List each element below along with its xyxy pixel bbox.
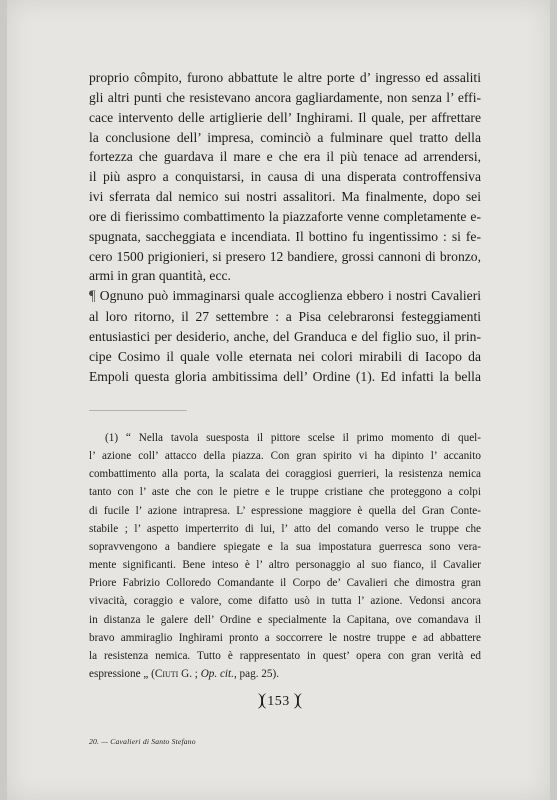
footnote-line: di fucile l’ azione intrapresa. L’ espressione maggiore è quella del Gran Conte- <box>89 504 481 517</box>
folio-ornament-left: )( <box>257 690 264 709</box>
footnote <box>89 429 481 683</box>
footnote-citation-suffix: , pag. 25). <box>233 668 280 681</box>
page-number-line <box>7 690 550 710</box>
folio-ornament-right: )( <box>293 690 300 709</box>
footnote-line: combattimento alla porta, la scalata dei coraggiosi guerrieri, la resistenza nemica <box>89 468 481 481</box>
footnote-line: (1) “ Nella tavola suesposta il pittore scelse il primo momento di quel- <box>105 432 481 444</box>
footnote-line: sopravvengono a bandiere spiegate e la sua impostatura guerresca sono vera- <box>89 540 481 553</box>
footnote-citation-separator: ; <box>192 668 201 681</box>
paragraph-1-line: cace intervento delle artiglierie dell’ Inghirami. Il quale, per affrettare <box>89 109 481 125</box>
paragraph-1-line: proprio cômpito, furono abbattute le altre porte d’ ingresso ed assaliti <box>89 70 481 85</box>
footnote-line: in distanza le galere dell’ Ordine e specialmente la Capitana, ove comandava il <box>89 613 481 626</box>
footnote-citation-work: Op. cit. <box>200 668 234 681</box>
paragraph-2 <box>89 286 481 386</box>
paragraph-1-line: il più aspro a conquistarsi, in causa di una disperata controffensiva <box>89 169 481 185</box>
footnote-line: bravo ammiraglio Inghirami pronto a soccorrere le nostre truppe e ad abbattere <box>89 631 481 644</box>
printer-signature: 20. — Cavalieri di Santo Stefano <box>89 737 196 746</box>
footnote-line: vivacità, coraggio e valore, come difatto usò in tutta l’ azione. Vedonsi ancora <box>89 595 481 608</box>
paragraph-1-line: armi in gran quantità, ecc. <box>89 268 231 284</box>
footnote-separator <box>89 410 187 411</box>
footnote-line: mente significanti. Bene inteso è l’ altro personaggio al suo fianco, il Cavalier <box>89 559 481 572</box>
paragraph-1-line: cero 1500 prigionieri, si presero 12 bandiere, grossi cannoni di bronzo, <box>89 248 481 264</box>
footnote-citation-prefix: espressione „ ( <box>89 668 155 681</box>
footnote-line: stabile ; l’ aspetto imperterrito di lui, l’ atto del comando verso le truppe che <box>89 522 481 535</box>
paragraph-mark-icon: ¶ <box>89 288 96 305</box>
paragraph-2-line: Empoli questa gloria ambitissima dell’ Ordine (1). Ed infatti la bella <box>89 368 481 384</box>
paragraph-1-line: gli altri punti che resistevano ancora gagliardamente, non senza l’ effi- <box>89 89 481 105</box>
footnote-citation-author: Ciuti G. <box>154 668 192 681</box>
footnote-line: Priore Fabrizio Colloredo Comandante il Corpo de’ Cavalieri che dimostra gran <box>89 577 481 590</box>
paragraph-1-line: ore di fierissimo combattimento la piazzaforte venne completamente e- <box>89 208 481 224</box>
footnote-line: la resistenza nemica. Tutto è rappresentato in quest’ opera con gran verità ed <box>89 649 481 662</box>
footnote-last-line <box>89 665 481 683</box>
book-page <box>7 0 550 800</box>
paragraph-2-line: entusiastici per desiderio, anche, del Granduca e del figlio suo, il prin- <box>89 328 481 344</box>
footnote-line: l’ azione coll’ attacco della piazza. Con gran spirito vi ha dipinto l’ accanito <box>89 450 481 463</box>
paragraph-2-text: Ognuno può immaginarsi quale accoglienza ebbero i nostri Cavalieri <box>99 288 481 304</box>
paragraph-2-line: al loro ritorno, il 27 settembre : a Pisa celebraronsi festeggiamenti <box>89 309 481 325</box>
main-text <box>89 68 481 387</box>
paragraph-2-line: cipe Cosimo il quale volle eternata nei colori mirabili di Iacopo da <box>89 348 481 364</box>
footnote-line: tanto con l’ aste che con le pietre e le truppe cristiane che proteggono a colpi <box>89 486 481 499</box>
paragraph-2-line <box>89 286 481 307</box>
paragraph-1-line: spugnata, saccheggiata e incendiata. Il bottino fu ingentissimo : si fe- <box>89 228 481 244</box>
paragraph-1 <box>89 68 481 286</box>
paragraph-1-line: la conclusione dell’ impresa, cominciò a fulminare quel tratto della <box>89 129 481 145</box>
page-number: 153 <box>267 694 290 709</box>
paragraph-1-line: fortezza che guardava il mare e che era il più tenace ad arrendersi, <box>89 149 481 165</box>
paragraph-1-line: ivi sferrata dal nemico sui nostri assalitori. Ma finalmente, dopo sei <box>89 189 481 205</box>
